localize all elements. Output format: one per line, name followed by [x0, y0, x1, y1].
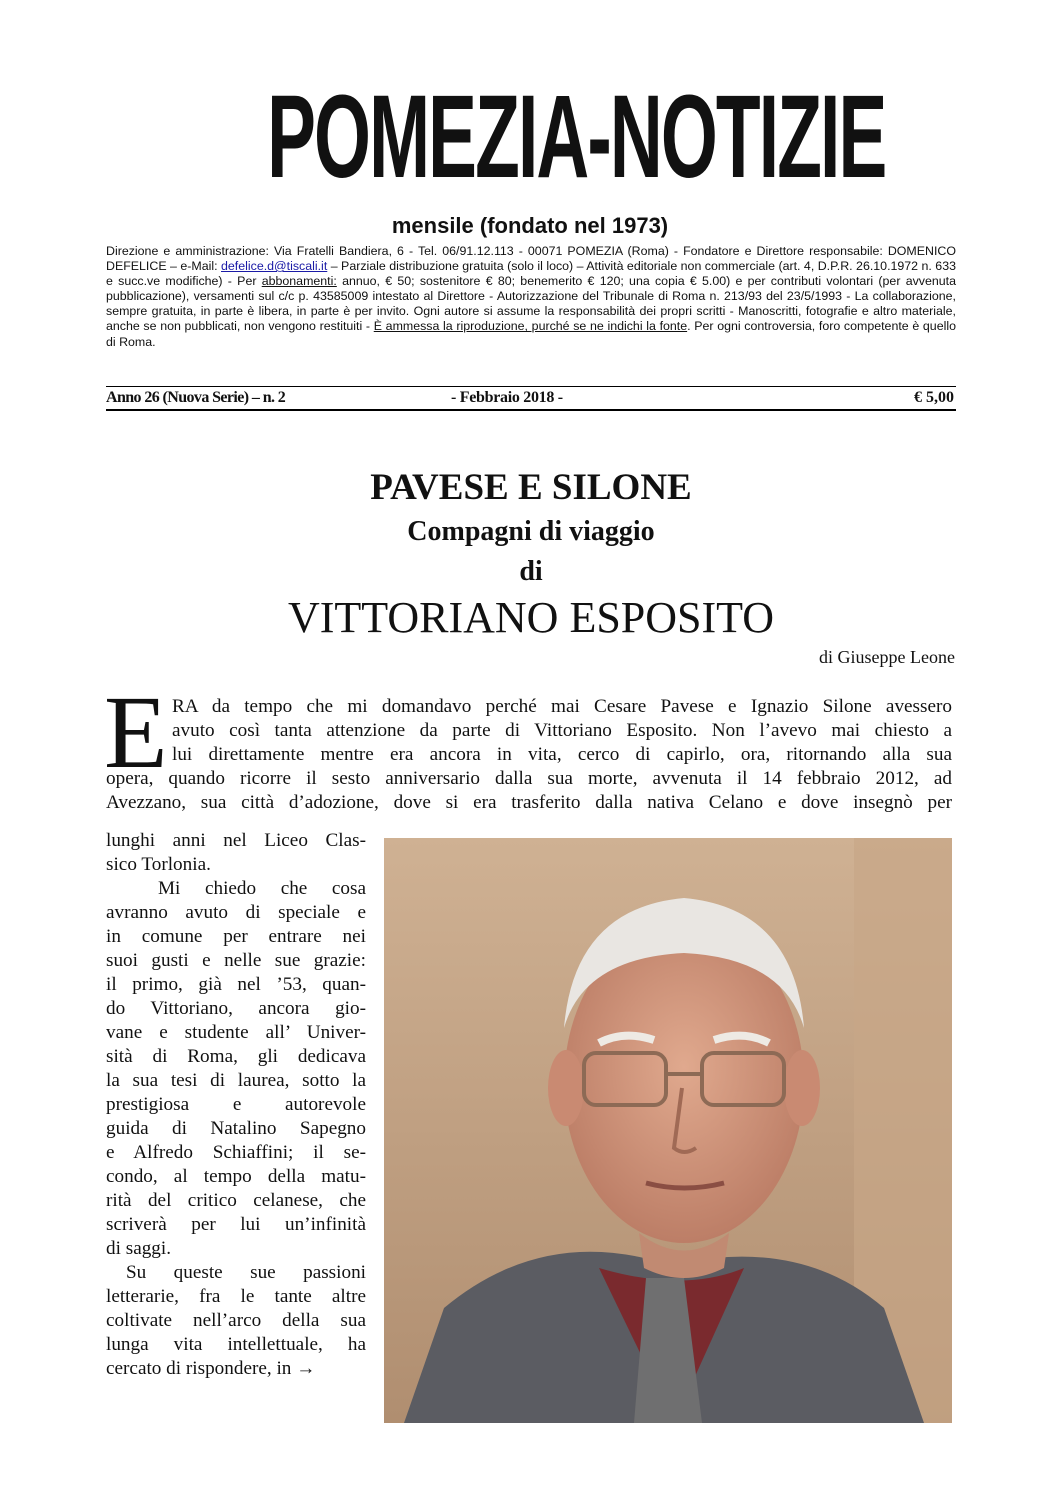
- info-text-2: – Parziale distribuzione gratuita (solo il loco) – Attività editoriale non commerciale (art. 4, D.P.R. 26.10.1972 n. 633 e succ.ve modifiche) - Per: [106, 259, 956, 289]
- column-line: do Vittoriano, ancora gio-: [106, 998, 366, 1019]
- column-line: lunghi anni nel Liceo Clas-: [106, 830, 366, 851]
- body-line: Avezzano, sua città d’adozione, dove si era trasferito dalla nativa Celano e dove insegnò per: [106, 792, 952, 813]
- info-text-3: annuo, € 50; sostenitore € 80; benemerito € 120; una copia € 5.00) e per contributi volontari (per avvenuta pubblicazione), versamenti sul c/c p. 43585009 intestato al Direttore - Autorizzazione del Tribunale di Roma n. 213/93 del 23/5/1993 - La collaborazione, sempre gratuita, in parte è libera, in parte è per invito. Ogni autore si assume la responsabilità dei propri scritti - Manoscritti, fotografie e altro materiale, anche se non pubblicati, non vengono restituiti -: [106, 274, 956, 334]
- column-line: Su queste sue passioni: [126, 1262, 366, 1283]
- column-line: e Alfredo Schiaffini; il se-: [106, 1142, 366, 1163]
- issue-price: € 5,00: [914, 389, 954, 406]
- editorial-info: [106, 244, 956, 350]
- body-line: opera, quando ricorre il sesto anniversario dalla sua morte, avvenuta il 14 febbraio 2012, ad: [106, 768, 952, 789]
- column-line: il primo, già nel ’53, quan-: [106, 974, 366, 995]
- column-line: prestigiosa e autorevole: [106, 1094, 366, 1115]
- portrait-photo: [384, 838, 952, 1423]
- column-line: letterarie, fra le tante altre: [106, 1286, 366, 1307]
- email-link[interactable]: defelice.d@tiscali.it: [221, 259, 328, 274]
- info-text-4: . Per ogni controversia, foro competente è quello di Roma.: [106, 319, 956, 349]
- info-text-1: Direzione e amministrazione: Via Fratelli Bandiera, 6 - Tel. 06/91.12.113 - 00071 POMEZIA (Roma) - Fondatore e Direttore responsabile: DOMENICO DEFELICE – e-Mail:: [106, 244, 956, 274]
- masthead-title: POMEZIA-NOTIZIE: [267, 71, 886, 203]
- column-line: di saggi.: [106, 1238, 172, 1259]
- column-line: Mi chiedo che cosa: [158, 878, 366, 899]
- subscriptions-label: abbonamenti:: [261, 274, 337, 289]
- column-line: guida di Natalino Sapegno: [106, 1118, 366, 1139]
- article-headline: PAVESE E SILONE: [370, 467, 692, 508]
- column-line: la sua tesi di laurea, sotto la: [106, 1070, 366, 1091]
- column-line: sico Torlonia.: [106, 854, 211, 875]
- column-line: scriverà per lui un’infinità: [106, 1214, 366, 1235]
- column-line: avranno avuto di speciale e: [106, 902, 366, 923]
- issue-bar: [106, 386, 956, 411]
- column-line: suoi gusti e nelle sue grazie:: [106, 950, 366, 971]
- column-line: coltivate nell’arco della sua: [106, 1310, 366, 1331]
- lead-line: RA da tempo che mi domandavo perché mai Cesare Pavese e Ignazio Silone avessero: [172, 696, 952, 717]
- issue-number: Anno 26 (Nuova Serie) – n. 2: [106, 389, 286, 406]
- column-line: condo, al tempo della matu-: [106, 1166, 366, 1187]
- drop-cap: E: [104, 675, 168, 790]
- column-line: rità del critico celanese, che: [106, 1190, 366, 1211]
- column-line: sità di Roma, gli dedicava: [106, 1046, 366, 1067]
- article-subheadline: Compagni di viaggio: [407, 516, 655, 547]
- column-line: vane e studente all’ Univer-: [106, 1022, 366, 1043]
- article-byline: di Giuseppe Leone: [819, 647, 955, 667]
- column-line: in comune per entrare nei: [106, 926, 366, 947]
- article-subject-name: VITTORIANO ESPOSITO: [287, 593, 775, 642]
- column-line: lunga vita intellettuale, ha: [106, 1334, 366, 1355]
- masthead-subtitle: mensile (fondato nel 1973): [391, 213, 669, 238]
- lead-line: avuto così tanta attenzione da parte di Vittoriano Esposito. Non l’avevo mai chiesto a: [172, 720, 952, 741]
- article-column: [106, 829, 366, 1381]
- article-di: di: [519, 556, 543, 587]
- reproduction-notice: È ammessa la riproduzione, purché se ne indichi la fonte: [373, 319, 688, 334]
- issue-date: - Febbraio 2018 -: [451, 389, 563, 406]
- lead-line: lui direttamente mentre era ancora in vita, cerco di capirlo, ora, ritornando alla sua: [172, 744, 952, 765]
- column-line: cercato di rispondere, in →: [106, 1358, 316, 1379]
- portrait-illustration: [384, 838, 952, 1423]
